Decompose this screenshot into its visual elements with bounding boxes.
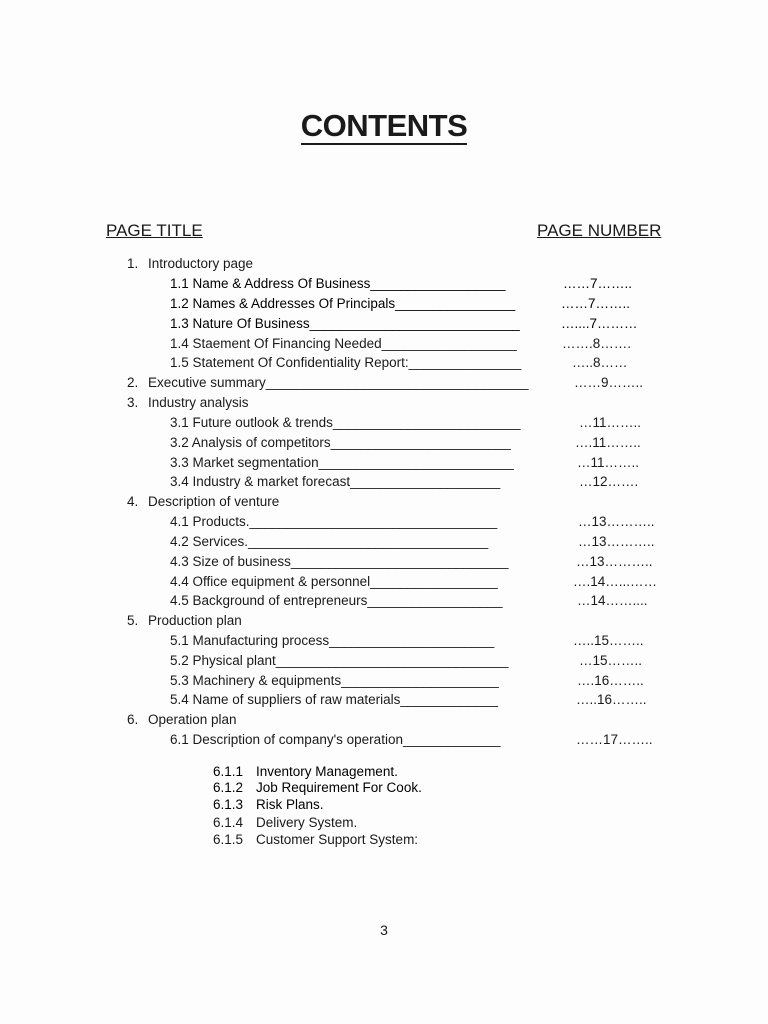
toc-item-label: 1.1 Name & Address Of Business__________________ bbox=[170, 276, 506, 291]
sub-item-label: Job Requirement For Cook. bbox=[256, 780, 422, 795]
toc-item-page: ….11…….. bbox=[575, 435, 641, 450]
toc-item bbox=[170, 691, 498, 709]
toc-item-label: 1.2 Names & Addresses Of Principals________________ bbox=[170, 296, 516, 311]
toc-item bbox=[170, 295, 515, 313]
toc-item-page: …13……….. bbox=[578, 534, 655, 549]
toc-item-label: Description of venture bbox=[148, 494, 280, 509]
toc-item-label: 1.3 Nature Of Business____________________________ bbox=[170, 316, 520, 331]
toc-item-label: 5.4 Name of suppliers of raw materials_____________ bbox=[170, 692, 498, 707]
toc-item bbox=[127, 612, 242, 630]
toc-item bbox=[170, 533, 488, 551]
toc-item-page: ……7…….. bbox=[561, 296, 631, 311]
toc-item bbox=[127, 255, 253, 273]
toc-item-page: …12……. bbox=[579, 474, 639, 489]
toc-item-page: …..16…….. bbox=[576, 692, 647, 707]
page-number: 3 bbox=[380, 922, 388, 938]
sub-item-label: Delivery System. bbox=[256, 815, 358, 830]
toc-item bbox=[170, 592, 503, 610]
toc-item-label: 1.5 Statement Of Confidentiality Report:_______________ bbox=[170, 355, 522, 370]
toc-item bbox=[170, 731, 501, 749]
toc-item-page: ……17…….. bbox=[576, 732, 653, 747]
toc-item-label: 3.4 Industry & market forecast____________________ bbox=[170, 474, 501, 489]
column-header-page-number: PAGE NUMBER bbox=[537, 221, 662, 240]
toc-item-label: 4.5 Background of entrepreneurs__________________ bbox=[170, 593, 503, 608]
sub-item-number: 6.1.2 bbox=[213, 780, 244, 795]
toc-item-label: Executive summary___________________________________ bbox=[148, 375, 529, 390]
toc-item-number: 2. bbox=[127, 375, 139, 390]
toc-item bbox=[170, 632, 494, 650]
toc-item-label: Operation plan bbox=[148, 712, 237, 727]
toc-item bbox=[170, 473, 500, 491]
toc-item-label: 5.3 Machinery & equipments_____________________ bbox=[170, 673, 499, 688]
toc-item-label: 4.2 Services.________________________________ bbox=[170, 534, 489, 549]
toc-item-number: 3. bbox=[127, 395, 139, 410]
toc-item bbox=[170, 573, 498, 591]
sub-item-label: Risk Plans. bbox=[256, 797, 324, 812]
sub-item-label: Inventory Management. bbox=[256, 764, 398, 779]
toc-item bbox=[170, 553, 509, 571]
toc-item bbox=[127, 711, 237, 729]
toc-item-label: 5.2 Physical plant_______________________________ bbox=[170, 653, 509, 668]
toc-item bbox=[170, 354, 521, 372]
sub-item-number: 6.1.1 bbox=[213, 764, 244, 779]
toc-item bbox=[170, 434, 511, 452]
toc-item-page: …13……….. bbox=[578, 514, 655, 529]
toc-item-page: …15…….. bbox=[579, 653, 643, 668]
toc-item-label: 6.1 Description of company's operation_____________ bbox=[170, 732, 501, 747]
toc-item-label: 3.3 Market segmentation__________________________ bbox=[170, 455, 514, 470]
title-text: CONTENTS bbox=[300, 108, 468, 143]
sub-item bbox=[213, 831, 418, 849]
sub-item-number: 6.1.4 bbox=[213, 815, 244, 830]
toc-item bbox=[170, 672, 499, 690]
page-title bbox=[0, 108, 768, 144]
toc-item bbox=[170, 454, 514, 472]
toc-item-number: 1. bbox=[127, 256, 139, 271]
toc-item-page: …11…….. bbox=[579, 415, 642, 430]
sub-item bbox=[213, 796, 324, 814]
toc-item-label: 4.4 Office equipment & personnel_________________ bbox=[170, 574, 498, 589]
sub-item-number: 6.1.5 bbox=[213, 832, 244, 847]
sub-item-number: 6.1.3 bbox=[213, 797, 244, 812]
toc-item-label: 5.1 Manufacturing process______________________ bbox=[170, 633, 495, 648]
toc-item-label: 3.2 Analysis of competitors________________________ bbox=[170, 435, 511, 450]
toc-item-label: 1.4 Staement Of Financing Needed__________________ bbox=[170, 336, 517, 351]
toc-item-label: 4.1 Products._________________________________ bbox=[170, 514, 498, 529]
toc-item-page: …….8……. bbox=[562, 336, 632, 351]
toc-item bbox=[127, 374, 529, 392]
toc-item-page: …14…….... bbox=[577, 593, 648, 608]
sub-item-label: Customer Support System: bbox=[256, 832, 419, 847]
toc-item bbox=[170, 335, 517, 353]
toc-item-label: 3.1 Future outlook & trends_________________________ bbox=[170, 415, 521, 430]
toc-item-number: 6. bbox=[127, 712, 139, 727]
toc-item-page: …....7……… bbox=[561, 316, 638, 331]
toc-item-number: 5. bbox=[127, 613, 139, 628]
toc-item bbox=[170, 513, 497, 531]
toc-item-page: ….16…….. bbox=[577, 673, 644, 688]
toc-item bbox=[170, 275, 506, 293]
toc-item bbox=[170, 652, 509, 670]
toc-item-label: Industry analysis bbox=[148, 395, 249, 410]
toc-item-page: ……9…….. bbox=[574, 375, 644, 390]
toc-item-page: …..15…….. bbox=[573, 633, 644, 648]
toc-item-page: …..8…… bbox=[572, 355, 628, 370]
toc-item bbox=[127, 394, 249, 412]
toc-item bbox=[170, 414, 521, 432]
toc-item-label: Introductory page bbox=[148, 256, 254, 271]
toc-item-page: …13……….. bbox=[576, 554, 653, 569]
toc-item-page: …11…….. bbox=[577, 455, 640, 470]
sub-item bbox=[213, 779, 422, 797]
toc-item-page: ….14…...…… bbox=[573, 574, 658, 589]
sub-item bbox=[213, 814, 357, 832]
toc-item bbox=[170, 315, 520, 333]
column-header-page-title: PAGE TITLE bbox=[106, 221, 203, 240]
toc-item-label: Production plan bbox=[148, 613, 242, 628]
toc-item-page: ……7…….. bbox=[563, 276, 633, 291]
toc-item-label: 4.3 Size of business_____________________________ bbox=[170, 554, 509, 569]
toc-item bbox=[127, 493, 279, 511]
toc-item-number: 4. bbox=[127, 494, 139, 509]
